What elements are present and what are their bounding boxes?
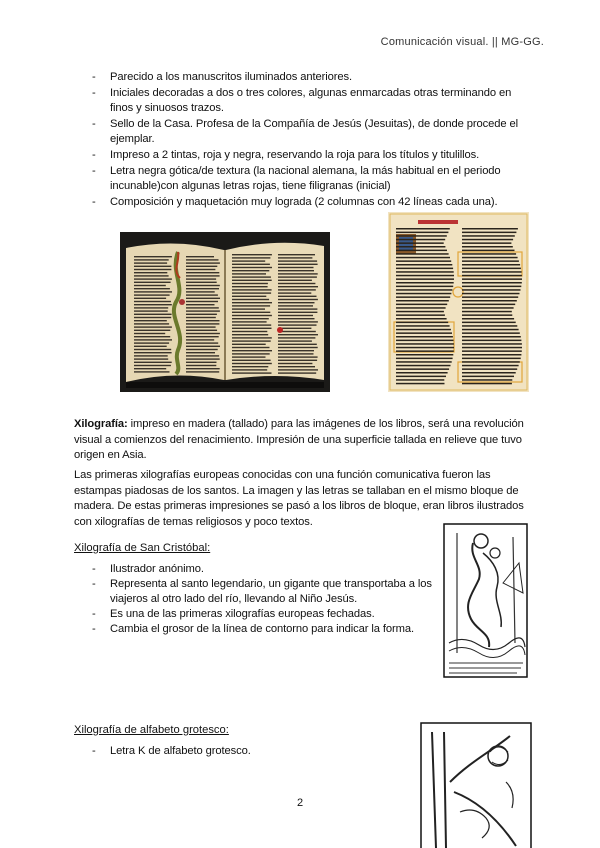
xilografia-text: impreso en madera (tallado) para las imágenes de los libros, será una revolución visual a comienzos del renacimiento. Impresión de una superficie tallada en relieve que tuvo origen en Asia.	[74, 418, 524, 461]
paragraph-early-woodcuts: Las primeras xilografías europeas conocidas con una función comunicativa fueron las estampas piadosas de los santos. La imagen y las letras se tallaban en el mismo bloque de madera. De estas primeras impresiones se pasó a los libros de bloque, eran libros ilustrados con xilografías de temas religiosos y poco textos.	[74, 469, 524, 528]
xilografia-term: Xilografía:	[74, 418, 128, 430]
page-header: Comunicación visual. || MG-GG.	[380, 36, 544, 48]
list-item: - Letra K de alfabeto grotesco.	[84, 744, 404, 759]
grotesque-letter-k-image	[420, 722, 532, 848]
list-item: - Impreso a 2 tintas, roja y negra, reservando la roja para los títulos y titulillos.	[84, 148, 534, 163]
bible-features-list	[84, 70, 534, 211]
alfabeto-list	[84, 744, 404, 759]
list-item: - Cambia el grosor de la línea de contorno para indicar la forma.	[84, 622, 436, 637]
list-item: - Sello de la Casa. Profesa de la Compañía de Jesús (Jesuitas), de donde procede el ejemplar.	[84, 117, 534, 147]
list-item: - Ilustrador anónimo.	[84, 562, 436, 577]
open-book-image	[120, 232, 330, 392]
list-item: - Letra negra gótica/de textura (la nacional alemana, la más habitual en el periodo incunable)con algunas letras rojas, tiene filigranas (inicial)	[84, 164, 534, 194]
san-cristobal-woodcut-image	[443, 523, 528, 678]
xilografia-definition	[74, 417, 534, 464]
list-item: - Composición y maquetación muy lograda (2 columnas con 42 líneas cada una).	[84, 195, 534, 210]
list-item: - Representa al santo legendario, un gigante que transportaba a los viajeros al otro lado del río, llevando al Niño Jesús.	[84, 577, 436, 607]
list-item: - Es una de las primeras xilografías europeas fechadas.	[84, 607, 436, 622]
list-item: - Iniciales decoradas a dos o tres colores, algunas enmarcadas otras terminando en finos y sinuosos trazos.	[84, 86, 534, 116]
page-number: 2	[296, 797, 304, 809]
bible-page-image	[388, 212, 529, 392]
list-item: - Parecido a los manuscritos iluminados anteriores.	[84, 70, 534, 85]
san-cristobal-list	[84, 562, 436, 637]
section-title-alfabeto: Xilografía de alfabeto grotesco:	[74, 724, 229, 736]
section-title-san-cristobal: Xilografía de San Cristóbal:	[74, 542, 211, 554]
